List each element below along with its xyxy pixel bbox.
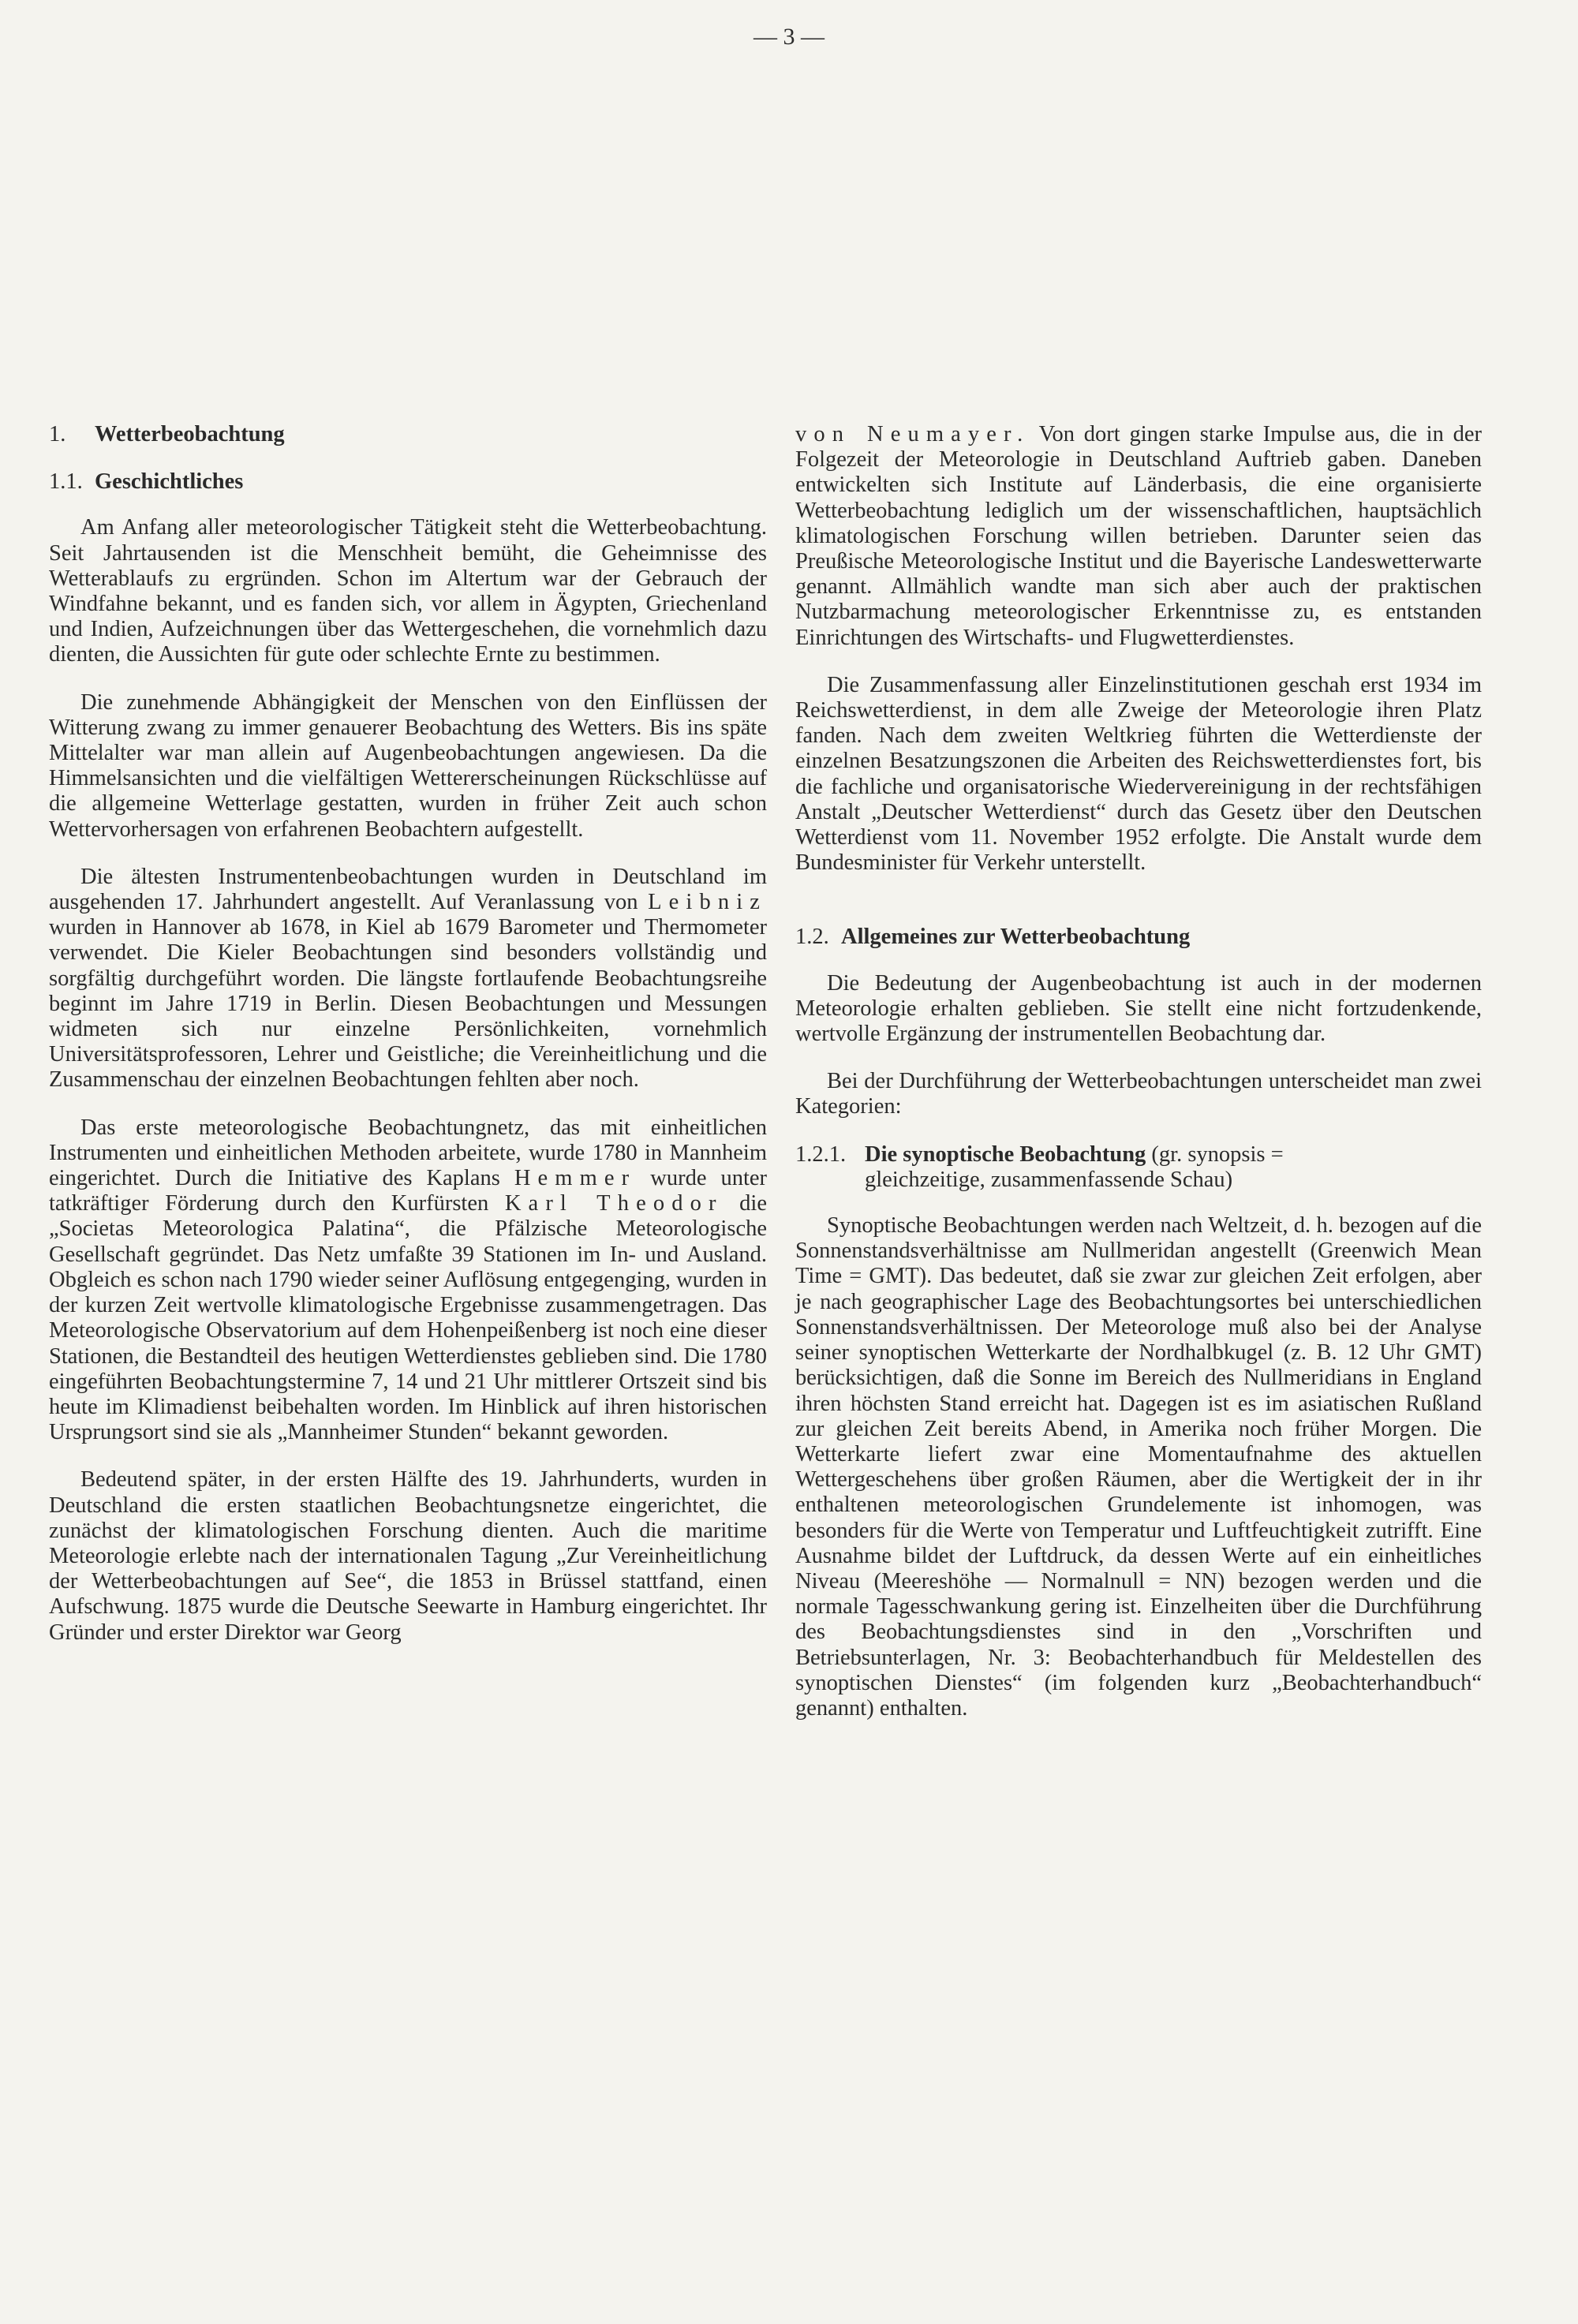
paragraph: Die Bedeutung der Augenbeobachtung ist auch in der modernen Meteorologie erhalten geblieben. Sie stellt eine nicht fortzudenkende, wertvolle Ergänzung der instrumentellen Beobachtung dar. [795,970,1482,1047]
text-run: Von dort gingen starke Impulse aus, die in der Folgezeit der Meteorologie in Deutschland Auftrieb gaben. Daneben entwickelten sich Institute auf Länderbasis, die eine organisierte Wetterbeobachtung lediglich um der wissenschaftlichen, hauptsächlich klimatologischen Forschung willen betrieben. Darunter seien das Preußische Meteorologische Institut und die Bayerische Landeswetterwarte genannt. Allmählich wandte man sich aber auch der praktischen Nutzbarmachung meteorologischer Erkenntnisse zu, es entstanden Einrichtungen des Wirtschafts- und Flugwetterdienstes. [795,422,1482,650]
text-run: die „Societas Meteorologica Palatina“, die Pfälzische Meteorologische Gesellschaft gegründet. Das Netz umfaßte 39 Stationen im In- und Ausland. Obgleich es schon nach 1790 wieder seiner Auflösung entgegenging, wurden in der kurzen Zeit wertvolle klimatologische Ergebnisse zusammengetragen. Das Meteorologische Observatorium auf dem Hohenpeißenberg ist noch eine dieser Stationen, die Bestandteil des heutigen Wetterdienstes geblieben sind. Die 1780 eingeführten Beobachtungstermine 7, 14 und 21 Uhr mittlerer Ortszeit sind bis heute im Klimadienst beibehalten worden. Im Hinblick auf ihren historischen Ursprungsort sind sie als „Mannheimer Stunden“ bekannt geworden. [49,1191,767,1445]
section-heading-1-2 [795,925,1482,950]
name-leibniz: Leibniz [648,890,768,915]
section-title: Allgemeines zur Wetterbeobachtung [841,925,1191,950]
text-run: wurde unter tatkräftiger Förderung durch den Kurfürsten [49,1166,768,1216]
paragraph: Synoptische Beobachtungen werden nach Weltzeit, d. h. bezogen auf die Sonnenstandsverhältnisse am Nullmeridan angestellt (Greenwich Mean Time = GMT). Das bedeutet, daß sie zwar zur gleichen Zeit erfolgen, aber je nach geographischer Lage des Beobachtungsortes bei unterschiedlichen Sonnenstandsverhältnissen. Der Meteorologe muß also bei der Analyse seiner synoptischen Wetterkarte der Nordhalbkugel (z. B. 12 Uhr GMT) berücksichtigen, daß die Sonne im Bereich des Nullmeridians in England ihren höchsten Stand erreicht hat. Dagegen ist es im asiatischen Rußland zur gleichen Zeit bereits Abend, in Amerika noch früher Morgen. Die Wetterkarte liefert zwar eine Momentaufnahme des aktuellen Wettergeschehens über großen Räumen, aber die Wertigkeit der in ihr enthaltenen meteorologischen Grundelemente ist inhomogen, was besonders für die Werte von Temperatur und Luftfeuchtigkeit zutrifft. Eine Ausnahme bildet der Luftdruck, da dessen Werte auf ein einheitliches Niveau (Meereshöhe — Normalnull = NN) bezogen werden und die normale Tagesschwankung gering ist. Einzelheiten über die Durchführung des Beobachtungsdienstes sind in den „Vorschriften und Betriebsunterlagen, Nr. 3: Beobachterhandbuch für Meldestellen des synoptischen Dienstes“ (im folgenden kurz „Beobachterhandbuch“ genannt) enthalten. [795,1213,1482,1721]
text-run: Die ältesten Instrumentenbeobachtungen wurden in Deutschland im ausgehenden 17. Jahrhundert angestellt. Auf Veranlassung von [49,864,767,915]
paragraph: Die Zusammenfassung aller Einzelinstitutionen geschah erst 1934 im Reichswetterdienst, in dem alle Zweige der Meteorologie ihren Platz fanden. Nach dem zweiten Weltkrieg führten die Wetterdienste der einzelnen Besatzungszonen die Arbeiten des Reichswetterdienstes fort, bis die fachliche und organisatorische Wiedervereinigung in der rechtsfähigen Anstalt „Deutscher Wetterdienst“ durch das Gesetz über den Deutschen Wetterdienst vom 11. November 1952 erfolgte. Die Anstalt wurde dem Bundesminister für Verkehr unterstellt. [795,672,1482,876]
paragraph [49,865,767,1093]
text-run: wurden in Hannover ab 1678, in Kiel ab 1679 Barometer und Thermometer verwendet. Die Kieler Beobachtungen sind besonders vollständig und sorgfältig durchgeführt worden. Die längste fortlaufende Beobachtungsreihe beginnt im Jahre 1719 in Berlin. Diesen Beobachtungen und Messungen widmeten sich nur einzelne Persönlichkeiten, vornehmlich Universitätsprofessoren, Lehrer und Geistliche; die Vereinheitlichung und die Zusammenschau der einzelnen Beobachtungen fehlten aber noch. [49,915,767,1093]
section-heading-1-2-1 [795,1142,1482,1193]
text-run: Das erste meteorologische Beobachtungnetz, das mit einheitlichen Instrumenten und einheitlichen Methoden arbeitete, wurde 1780 in Mannheim eingerichtet. Durch die Initiative des Kaplans [49,1115,767,1191]
name-hemmer: Hemmer [514,1166,637,1191]
section-number: 1.2.1. [795,1141,847,1167]
section-title: Die synoptische Beobachtung [865,1141,1146,1167]
section-heading-1-1 [49,469,767,495]
section-number: 1.1. [49,469,83,495]
paragraph-continued [795,422,1482,651]
name-neumayer: von Neumayer. [795,422,1030,446]
name-karl-theodor: Karl Theodor [504,1191,724,1216]
section-title: Wetterbeobachtung [95,422,285,446]
paragraph: Bei der Durchführung der Wetterbeobachtungen unterscheidet man zwei Kategorien: [795,1069,1482,1119]
left-column [49,422,767,1668]
section-number: 1.2. [795,925,829,950]
page-number: — 3 — [753,24,825,50]
right-column [795,422,1482,1743]
section-number: 1. [49,422,66,446]
section-title: Geschichtliches [95,469,244,495]
paragraph: Am Anfang aller meteorologischer Tätigkeit steht die Wetterbeobachtung. Seit Jahrtausenden ist die Menschheit bemüht, die Geheimnisse des Wetterablaufs zu ergründen. Schon im Altertum war der Gebrauch der Windfahne bekannt, und es fanden sich, vor allem in Ägypten, Griechenland und Indien, Aufzeichnungen über das Wettergeschehen, die vornehmlich dazu dienten, die Aussichten für gute oder schlechte Ernte zu bestimmen. [49,515,767,667]
section-note-continued: gleichzeitige, zusammenfassende Schau) [865,1167,1233,1192]
paragraph [49,1115,767,1446]
paragraph: Die zunehmende Abhängigkeit der Menschen von den Einflüssen der Witterung zwang zu immer genauerer Beobachtung des Wetters. Bis ins späte Mittelalter war man allein auf Augenbeobachtungen angewiesen. Da die Himmelsansichten und die vielfältigen Wettererscheinungen Rückschlüsse auf die allgemeine Wetterlage gestatten, wurden in früher Zeit auch schon Wettervorhersagen von erfahrenen Beobachtern aufgestellt. [49,689,767,842]
section-heading-1 [49,422,767,447]
paragraph: Bedeutend später, in der ersten Hälfte des 19. Jahrhunderts, wurden in Deutschland die ersten staatlichen Beobachtungsnetze eingerichtet, die zunächst der klimatologischen Forschung dienten. Auch die maritime Meteorologie erlebte nach der internationalen Tagung „Zur Vereinheitlichung der Wetterbeobachtungen auf See“, die 1853 in Brüssel stattfand, einen Aufschwung. 1875 wurde die Deutsche Seewarte in Hamburg eingerichtet. Ihr Gründer und erster Direktor war Georg [49,1467,767,1645]
section-note: (gr. synopsis = [1151,1141,1284,1167]
